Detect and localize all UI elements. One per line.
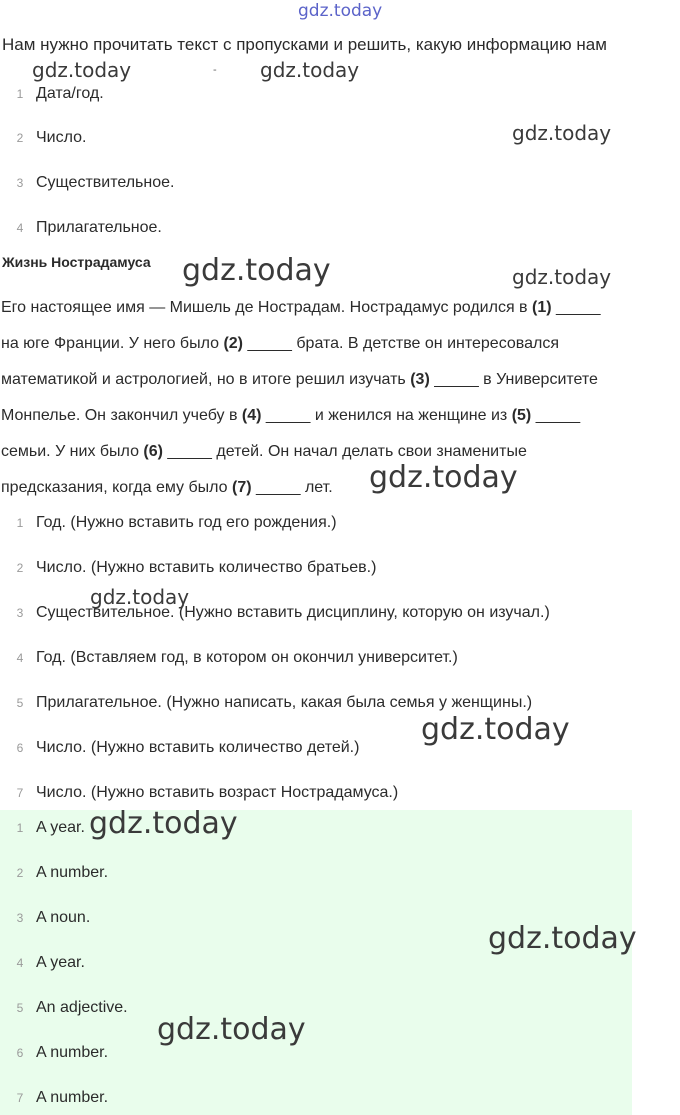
line-text: семьи. У них было	[1, 443, 144, 460]
gap-number: (7)	[232, 479, 252, 496]
intro-dash: -	[213, 64, 217, 76]
line-text: предсказания, когда ему было	[1, 479, 232, 496]
item-text: A number.	[36, 864, 109, 881]
line-text: _____ и женился на женщине из	[261, 407, 512, 424]
paragraph-line	[1, 470, 679, 506]
item-number: 1	[16, 516, 24, 530]
item-number: 2	[16, 866, 24, 880]
watermark-top: gdz.today	[298, 1, 383, 21]
item-text: Существительное. (Нужно вставить дисциплину, которую он изучал.)	[36, 604, 550, 621]
item-text: An adjective.	[36, 999, 128, 1016]
item-text: A number.	[36, 1044, 109, 1061]
item-text: A year.	[36, 819, 85, 836]
watermark: gdz.today	[512, 121, 612, 145]
list-item	[0, 556, 376, 580]
gapped-paragraph	[1, 290, 679, 506]
item-text: Прилагательное.	[36, 219, 162, 236]
item-number: 2	[16, 561, 24, 575]
item-text: Число. (Нужно вставить количество детей.)	[36, 739, 360, 756]
watermark: gdz.today	[512, 265, 612, 289]
item-number: 1	[16, 821, 24, 835]
item-text: A noun.	[36, 909, 91, 926]
line-text: _____	[531, 407, 581, 424]
gap-number: (4)	[241, 407, 262, 424]
item-text: Число. (Нужно вставить возраст Нострадамуса.)	[36, 784, 399, 801]
item-number: 4	[16, 956, 24, 970]
item-number: 7	[16, 786, 24, 800]
item-text: Дата/год.	[36, 85, 104, 102]
list-item	[0, 736, 359, 760]
item-text: Год. (Нужно вставить год его рождения.)	[36, 514, 337, 531]
intro-text: Нам нужно прочитать текст с пропусками и решить, какую информацию нам	[2, 35, 607, 54]
item-number: 3	[16, 911, 24, 925]
line-text: _____ лет.	[251, 479, 333, 496]
list-item	[0, 781, 398, 805]
item-text: Прилагательное. (Нужно написать, какая была семья у женщины.)	[36, 694, 533, 711]
paragraph-line	[1, 290, 679, 326]
gap-number: (5)	[511, 407, 532, 424]
item-text: Число.	[36, 129, 87, 146]
list-item	[0, 906, 90, 930]
paragraph-line	[1, 326, 679, 362]
gap-number: (1)	[532, 299, 552, 316]
watermark: gdz.today	[421, 712, 570, 747]
gap-number: (6)	[143, 443, 163, 460]
gap-number: (3)	[410, 371, 430, 388]
watermark: gdz.today	[90, 585, 190, 609]
line-text: на юге Франции. У него было	[1, 335, 224, 352]
watermark: gdz.today	[32, 58, 132, 82]
watermark: gdz.today	[182, 253, 331, 288]
line-text: _____ детей. Он начал делать свои знаменитые	[162, 443, 527, 460]
list-item	[0, 861, 108, 885]
item-number: 2	[16, 131, 24, 145]
item-number: 4	[16, 221, 24, 235]
watermark: gdz.today	[157, 1012, 306, 1047]
list-item	[0, 82, 104, 106]
watermark: gdz.today	[260, 58, 360, 82]
item-number: 3	[16, 176, 24, 190]
item-number: 6	[16, 1046, 24, 1060]
list-item	[0, 601, 550, 625]
list-item	[0, 996, 128, 1020]
list-item	[0, 216, 162, 240]
paragraph-line	[1, 434, 679, 470]
section-heading: Жизнь Нострадамуса	[2, 254, 151, 270]
list-item	[0, 171, 174, 195]
watermark: gdz.today	[369, 460, 518, 495]
item-text: A number.	[36, 1089, 109, 1106]
line-text: _____ в Университете	[429, 371, 598, 388]
list-item	[0, 951, 85, 975]
english-answers-panel	[0, 806, 632, 1115]
line-text: Его настоящее имя — Мишель де Нострадам. Нострадамус родился в	[1, 299, 532, 316]
item-text: Существительное.	[36, 174, 175, 191]
line-text: Монпелье. Он закончил учебу в	[1, 407, 242, 424]
line-text: математикой и астрологией, но в итоге решил изучать	[1, 371, 411, 388]
item-number: 5	[16, 1001, 24, 1015]
item-text: A year.	[36, 954, 85, 971]
item-number: 4	[16, 651, 24, 665]
list-item	[0, 1086, 108, 1110]
item-text: Число. (Нужно вставить количество братьев.)	[36, 559, 377, 576]
list-item	[0, 1041, 108, 1065]
gap-number: (2)	[223, 335, 243, 352]
list-item	[0, 646, 458, 670]
watermark: gdz.today	[89, 806, 238, 841]
list-item	[0, 511, 337, 535]
item-number: 1	[16, 87, 24, 101]
list-item	[0, 126, 86, 150]
paragraph-line	[1, 362, 679, 398]
item-number: 3	[16, 606, 24, 620]
item-number: 6	[16, 741, 24, 755]
watermark: gdz.today	[488, 921, 637, 956]
item-number: 7	[16, 1091, 24, 1105]
paragraph-line	[1, 398, 679, 434]
list-item	[0, 816, 85, 840]
item-text: Год. (Вставляем год, в котором он окончил университет.)	[36, 649, 458, 666]
line-text: _____	[551, 299, 601, 316]
line-text: _____ брата. В детстве он интересовался	[243, 335, 559, 352]
item-number: 5	[16, 696, 24, 710]
